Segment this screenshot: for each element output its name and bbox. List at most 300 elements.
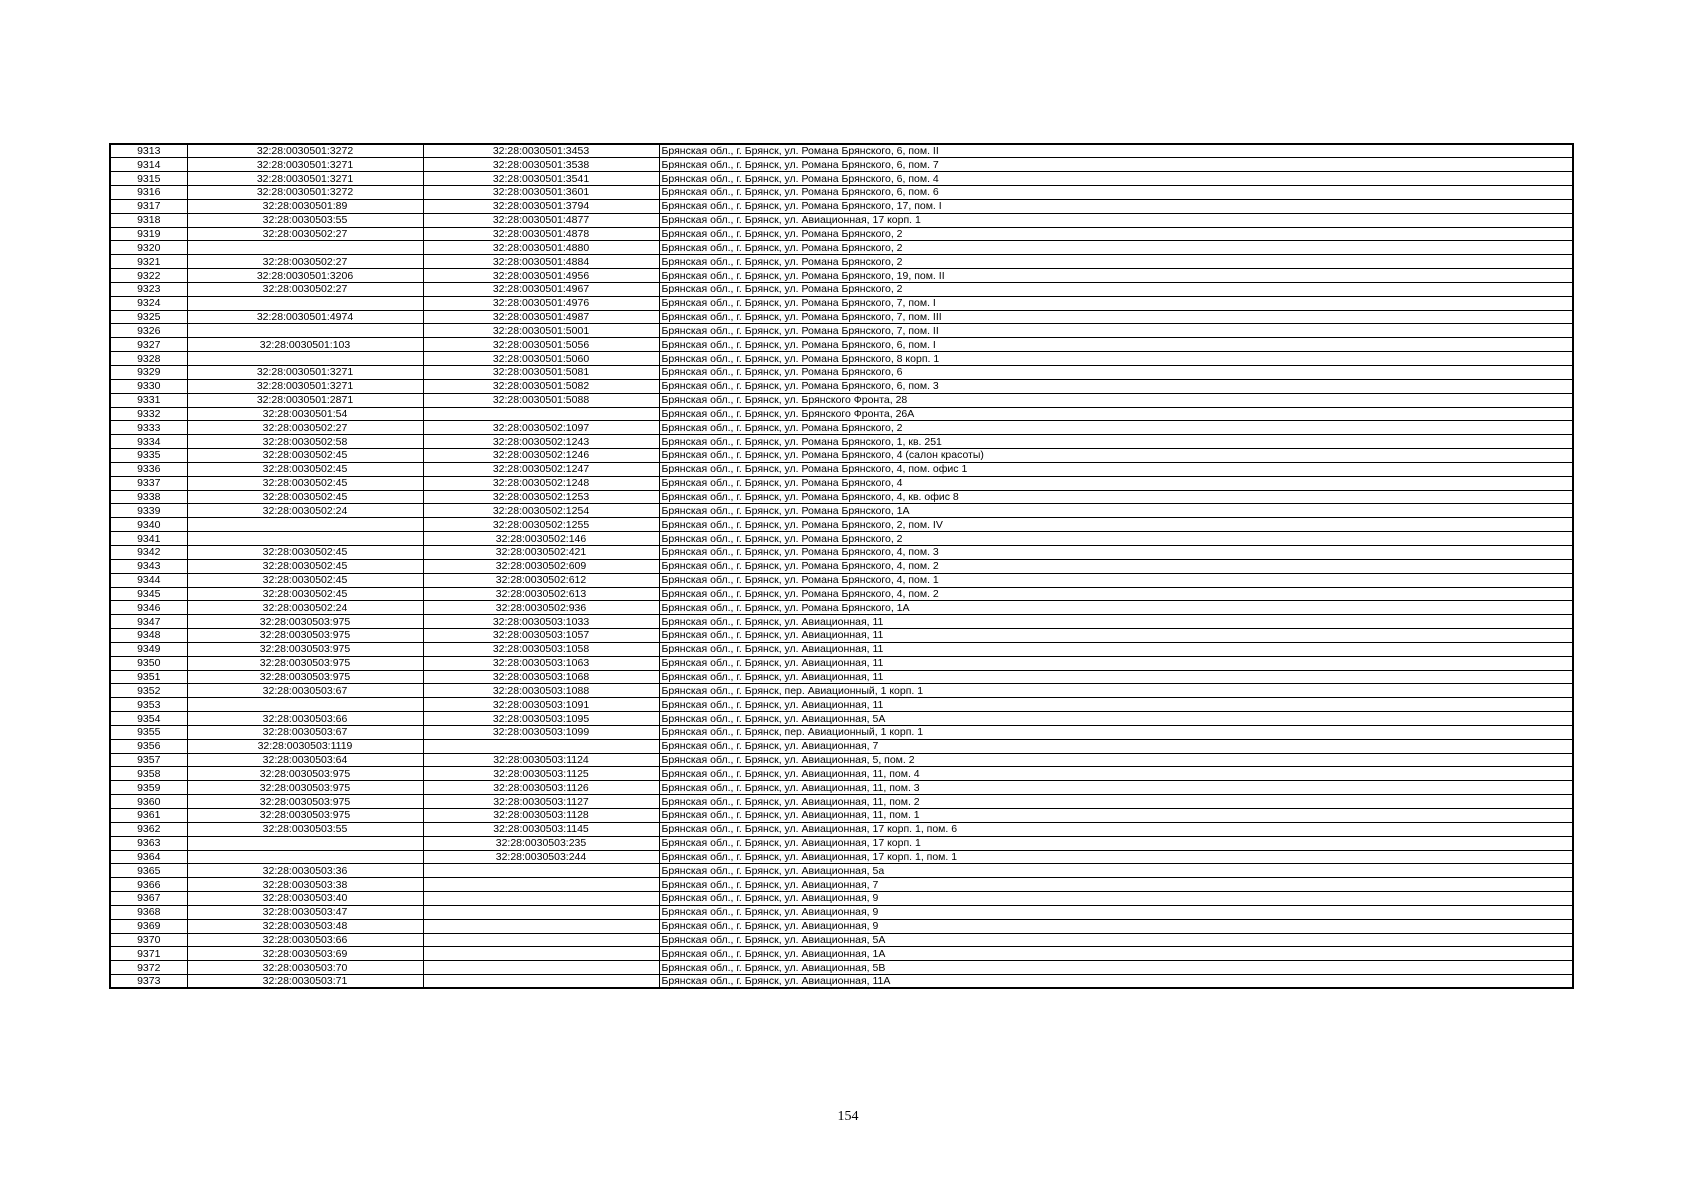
table-row (110, 366, 1573, 380)
address-cell: Брянская обл., г. Брянск, пер. Авиационный, 1 корп. 1 (659, 725, 1573, 739)
parcel-number-cell: 32:28:0030501:3271 (187, 158, 423, 172)
row-number-cell: 9322 (110, 269, 187, 283)
row-number-cell: 9349 (110, 642, 187, 656)
parcel-number-cell: 32:28:0030501:89 (187, 199, 423, 213)
parcel-number-cell: 32:28:0030503:975 (187, 795, 423, 809)
object-number-cell (423, 947, 659, 961)
object-number-cell: 32:28:0030502:1243 (423, 435, 659, 449)
address-cell: Брянская обл., г. Брянск, ул. Авиационная, 17 корп. 1, пом. 1 (659, 850, 1573, 864)
table-row (110, 532, 1573, 546)
table-row (110, 504, 1573, 518)
parcel-number-cell: 32:28:0030502:45 (187, 476, 423, 490)
address-cell: Брянская обл., г. Брянск, ул. Романа Брянского, 6, пом. II (659, 144, 1573, 158)
object-number-cell: 32:28:0030501:4884 (423, 255, 659, 269)
table-row (110, 421, 1573, 435)
object-number-cell (423, 975, 659, 989)
address-cell: Брянская обл., г. Брянск, ул. Романа Брянского, 6, пом. 7 (659, 158, 1573, 172)
table-row (110, 449, 1573, 463)
table-row (110, 642, 1573, 656)
object-number-cell: 32:28:0030501:4967 (423, 282, 659, 296)
address-cell: Брянская обл., г. Брянск, ул. Романа Брянского, 6 (659, 366, 1573, 380)
table-row (110, 573, 1573, 587)
address-cell: Брянская обл., г. Брянск, ул. Авиационная, 11 (659, 670, 1573, 684)
parcel-number-cell: 32:28:0030503:975 (187, 656, 423, 670)
object-number-cell: 32:28:0030502:1254 (423, 504, 659, 518)
object-number-cell: 32:28:0030503:1088 (423, 684, 659, 698)
table-row (110, 712, 1573, 726)
table-row (110, 379, 1573, 393)
row-number-cell: 9347 (110, 615, 187, 629)
address-cell: Брянская обл., г. Брянск, ул. Авиационная, 17 корп. 1 (659, 213, 1573, 227)
object-number-cell: 32:28:0030501:5082 (423, 379, 659, 393)
table-row (110, 905, 1573, 919)
row-number-cell: 9324 (110, 296, 187, 310)
address-cell: Брянская обл., г. Брянск, ул. Авиационная, 5В (659, 961, 1573, 975)
table-row (110, 795, 1573, 809)
address-cell: Брянская обл., г. Брянск, ул. Романа Брянского, 4, пом. 2 (659, 559, 1573, 573)
table-row (110, 919, 1573, 933)
address-cell: Брянская обл., г. Брянск, ул. Романа Брянского, 4, кв. офис 8 (659, 490, 1573, 504)
row-number-cell: 9338 (110, 490, 187, 504)
table-row (110, 933, 1573, 947)
row-number-cell: 9353 (110, 698, 187, 712)
row-number-cell: 9316 (110, 186, 187, 200)
object-number-cell: 32:28:0030502:421 (423, 545, 659, 559)
object-number-cell: 32:28:0030501:4956 (423, 269, 659, 283)
row-number-cell: 9334 (110, 435, 187, 449)
parcel-number-cell (187, 518, 423, 532)
table-row (110, 227, 1573, 241)
address-cell: Брянская обл., г. Брянск, ул. Авиационная, 5, пом. 2 (659, 753, 1573, 767)
object-number-cell: 32:28:0030503:1128 (423, 809, 659, 823)
row-number-cell: 9369 (110, 919, 187, 933)
parcel-number-cell: 32:28:0030502:27 (187, 255, 423, 269)
table-row (110, 725, 1573, 739)
object-number-cell: 32:28:0030501:4987 (423, 310, 659, 324)
object-number-cell: 32:28:0030503:1033 (423, 615, 659, 629)
parcel-number-cell: 32:28:0030501:3272 (187, 144, 423, 158)
row-number-cell: 9321 (110, 255, 187, 269)
object-number-cell (423, 919, 659, 933)
table-row (110, 684, 1573, 698)
parcel-number-cell: 32:28:0030502:45 (187, 490, 423, 504)
table-row (110, 490, 1573, 504)
address-cell: Брянская обл., г. Брянск, ул. Романа Брянского, 4, пом. офис 1 (659, 462, 1573, 476)
row-number-cell: 9318 (110, 213, 187, 227)
object-number-cell: 32:28:0030502:1248 (423, 476, 659, 490)
object-number-cell: 32:28:0030503:1091 (423, 698, 659, 712)
parcel-number-cell: 32:28:0030503:975 (187, 629, 423, 643)
object-number-cell: 32:28:0030501:5088 (423, 393, 659, 407)
address-cell: Брянская обл., г. Брянск, ул. Авиационная, 1А (659, 947, 1573, 961)
object-number-cell: 32:28:0030503:1145 (423, 822, 659, 836)
parcel-number-cell: 32:28:0030503:975 (187, 670, 423, 684)
table-row (110, 767, 1573, 781)
parcel-number-cell: 32:28:0030501:3206 (187, 269, 423, 283)
address-cell: Брянская обл., г. Брянск, ул. Романа Брянского, 7, пом. III (659, 310, 1573, 324)
table-row (110, 407, 1573, 421)
table-row (110, 559, 1573, 573)
object-number-cell: 32:28:0030502:1097 (423, 421, 659, 435)
parcel-number-cell: 32:28:0030503:975 (187, 809, 423, 823)
parcel-number-cell: 32:28:0030502:27 (187, 421, 423, 435)
address-cell: Брянская обл., г. Брянск, ул. Романа Брянского, 6, пом. 6 (659, 186, 1573, 200)
object-number-cell (423, 933, 659, 947)
parcel-number-cell: 32:28:0030502:45 (187, 587, 423, 601)
row-number-cell: 9333 (110, 421, 187, 435)
object-number-cell: 32:28:0030503:1068 (423, 670, 659, 684)
object-number-cell: 32:28:0030503:1127 (423, 795, 659, 809)
table-row (110, 462, 1573, 476)
address-cell: Брянская обл., г. Брянск, ул. Романа Брянского, 2, пом. IV (659, 518, 1573, 532)
object-number-cell: 32:28:0030501:5001 (423, 324, 659, 338)
address-cell: Брянская обл., г. Брянск, ул. Авиационная, 9 (659, 905, 1573, 919)
table-row (110, 186, 1573, 200)
row-number-cell: 9342 (110, 545, 187, 559)
page-number: 154 (837, 1109, 859, 1124)
address-cell: Брянская обл., г. Брянск, пер. Авиационный, 1 корп. 1 (659, 684, 1573, 698)
row-number-cell: 9320 (110, 241, 187, 255)
parcel-number-cell: 32:28:0030501:3272 (187, 186, 423, 200)
parcel-number-cell: 32:28:0030502:45 (187, 462, 423, 476)
parcel-number-cell: 32:28:0030503:975 (187, 615, 423, 629)
parcel-number-cell: 32:28:0030502:45 (187, 573, 423, 587)
table-row (110, 601, 1573, 615)
address-cell: Брянская обл., г. Брянск, ул. Брянского Фронта, 28 (659, 393, 1573, 407)
row-number-cell: 9348 (110, 629, 187, 643)
table-row (110, 629, 1573, 643)
row-number-cell: 9344 (110, 573, 187, 587)
address-cell: Брянская обл., г. Брянск, ул. Романа Брянского, 2 (659, 227, 1573, 241)
address-cell: Брянская обл., г. Брянск, ул. Романа Брянского, 4, пом. 3 (659, 545, 1573, 559)
parcel-number-cell: 32:28:0030502:45 (187, 545, 423, 559)
parcel-number-cell: 32:28:0030503:55 (187, 213, 423, 227)
table-row (110, 656, 1573, 670)
row-number-cell: 9367 (110, 892, 187, 906)
row-number-cell: 9362 (110, 822, 187, 836)
parcel-number-cell: 32:28:0030501:54 (187, 407, 423, 421)
address-cell: Брянская обл., г. Брянск, ул. Авиационная, 11 (659, 615, 1573, 629)
parcel-number-cell: 32:28:0030502:24 (187, 504, 423, 518)
row-number-cell: 9360 (110, 795, 187, 809)
address-cell: Брянская обл., г. Брянск, ул. Авиационная, 11, пом. 2 (659, 795, 1573, 809)
object-number-cell: 32:28:0030502:146 (423, 532, 659, 546)
table-row (110, 324, 1573, 338)
row-number-cell: 9350 (110, 656, 187, 670)
parcel-number-cell: 32:28:0030502:45 (187, 559, 423, 573)
table-row (110, 850, 1573, 864)
address-cell: Брянская обл., г. Брянск, ул. Авиационная, 11 (659, 656, 1573, 670)
table-row (110, 393, 1573, 407)
table-row (110, 476, 1573, 490)
row-number-cell: 9313 (110, 144, 187, 158)
object-number-cell: 32:28:0030502:612 (423, 573, 659, 587)
table-row (110, 739, 1573, 753)
address-cell: Брянская обл., г. Брянск, ул. Романа Брянского, 7, пом. I (659, 296, 1573, 310)
row-number-cell: 9354 (110, 712, 187, 726)
parcel-number-cell: 32:28:0030503:69 (187, 947, 423, 961)
parcel-number-cell: 32:28:0030501:4974 (187, 310, 423, 324)
parcel-number-cell: 32:28:0030501:3271 (187, 379, 423, 393)
object-number-cell: 32:28:0030502:613 (423, 587, 659, 601)
table-row (110, 158, 1573, 172)
table-row (110, 144, 1573, 158)
row-number-cell: 9337 (110, 476, 187, 490)
object-number-cell: 32:28:0030502:936 (423, 601, 659, 615)
object-number-cell: 32:28:0030501:4878 (423, 227, 659, 241)
object-number-cell: 32:28:0030503:1063 (423, 656, 659, 670)
object-number-cell (423, 407, 659, 421)
table-row (110, 296, 1573, 310)
parcel-number-cell: 32:28:0030502:58 (187, 435, 423, 449)
parcel-number-cell: 32:28:0030503:975 (187, 767, 423, 781)
parcel-number-cell: 32:28:0030502:27 (187, 282, 423, 296)
object-number-cell: 32:28:0030503:1126 (423, 781, 659, 795)
address-cell: Брянская обл., г. Брянск, ул. Романа Брянского, 8 корп. 1 (659, 352, 1573, 366)
row-number-cell: 9364 (110, 850, 187, 864)
object-number-cell: 32:28:0030503:244 (423, 850, 659, 864)
parcel-number-cell (187, 324, 423, 338)
parcel-number-cell: 32:28:0030503:975 (187, 781, 423, 795)
table-row (110, 822, 1573, 836)
parcel-number-cell: 32:28:0030503:67 (187, 725, 423, 739)
row-number-cell: 9373 (110, 975, 187, 989)
table-row (110, 172, 1573, 186)
address-cell: Брянская обл., г. Брянск, ул. Романа Брянского, 1А (659, 504, 1573, 518)
parcel-number-cell (187, 532, 423, 546)
parcel-number-cell: 32:28:0030503:66 (187, 933, 423, 947)
parcel-number-cell (187, 836, 423, 850)
object-number-cell: 32:28:0030501:3601 (423, 186, 659, 200)
address-cell: Брянская обл., г. Брянск, ул. Авиационная, 7 (659, 878, 1573, 892)
address-cell: Брянская обл., г. Брянск, ул. Авиационная, 17 корп. 1, пом. 6 (659, 822, 1573, 836)
address-cell: Брянская обл., г. Брянск, ул. Авиационная, 11, пом. 3 (659, 781, 1573, 795)
address-cell: Брянская обл., г. Брянск, ул. Романа Брянского, 4 (659, 476, 1573, 490)
row-number-cell: 9355 (110, 725, 187, 739)
row-number-cell: 9335 (110, 449, 187, 463)
address-cell: Брянская обл., г. Брянск, ул. Романа Брянского, 4, пом. 2 (659, 587, 1573, 601)
object-number-cell: 32:28:0030503:1058 (423, 642, 659, 656)
address-cell: Брянская обл., г. Брянск, ул. Авиационная, 5А (659, 933, 1573, 947)
object-number-cell: 32:28:0030501:4880 (423, 241, 659, 255)
table-row (110, 352, 1573, 366)
row-number-cell: 9314 (110, 158, 187, 172)
row-number-cell: 9330 (110, 379, 187, 393)
address-cell: Брянская обл., г. Брянск, ул. Брянского Фронта, 26А (659, 407, 1573, 421)
table-row (110, 199, 1573, 213)
registry-table (109, 143, 1574, 989)
parcel-number-cell: 32:28:0030503:55 (187, 822, 423, 836)
address-cell: Брянская обл., г. Брянск, ул. Романа Брянского, 7, пом. II (659, 324, 1573, 338)
parcel-number-cell: 32:28:0030503:38 (187, 878, 423, 892)
parcel-number-cell: 32:28:0030503:67 (187, 684, 423, 698)
address-cell: Брянская обл., г. Брянск, ул. Романа Брянского, 1, кв. 251 (659, 435, 1573, 449)
parcel-number-cell: 32:28:0030501:103 (187, 338, 423, 352)
table-row (110, 310, 1573, 324)
parcel-number-cell (187, 698, 423, 712)
address-cell: Брянская обл., г. Брянск, ул. Авиационная, 11, пом. 4 (659, 767, 1573, 781)
row-number-cell: 9343 (110, 559, 187, 573)
table-row (110, 698, 1573, 712)
parcel-number-cell: 32:28:0030501:3271 (187, 366, 423, 380)
object-number-cell: 32:28:0030502:1253 (423, 490, 659, 504)
row-number-cell: 9357 (110, 753, 187, 767)
parcel-number-cell (187, 352, 423, 366)
address-cell: Брянская обл., г. Брянск, ул. Авиационная, 9 (659, 892, 1573, 906)
row-number-cell: 9371 (110, 947, 187, 961)
object-number-cell: 32:28:0030501:4976 (423, 296, 659, 310)
row-number-cell: 9356 (110, 739, 187, 753)
table-row (110, 615, 1573, 629)
address-cell: Брянская обл., г. Брянск, ул. Романа Брянского, 6, пом. 3 (659, 379, 1573, 393)
table-row (110, 809, 1573, 823)
parcel-number-cell: 32:28:0030503:64 (187, 753, 423, 767)
table-row (110, 518, 1573, 532)
row-number-cell: 9368 (110, 905, 187, 919)
parcel-number-cell: 32:28:0030503:36 (187, 864, 423, 878)
address-cell: Брянская обл., г. Брянск, ул. Романа Брянского, 6, пом. 4 (659, 172, 1573, 186)
table-row (110, 255, 1573, 269)
address-cell: Брянская обл., г. Брянск, ул. Романа Брянского, 19, пом. II (659, 269, 1573, 283)
row-number-cell: 9315 (110, 172, 187, 186)
row-number-cell: 9372 (110, 961, 187, 975)
object-number-cell: 32:28:0030502:609 (423, 559, 659, 573)
parcel-number-cell (187, 241, 423, 255)
parcel-number-cell: 32:28:0030503:71 (187, 975, 423, 989)
table-row (110, 213, 1573, 227)
row-number-cell: 9341 (110, 532, 187, 546)
object-number-cell (423, 961, 659, 975)
parcel-number-cell: 32:28:0030503:70 (187, 961, 423, 975)
address-cell: Брянская обл., г. Брянск, ул. Авиационная, 11, пом. 1 (659, 809, 1573, 823)
row-number-cell: 9325 (110, 310, 187, 324)
table-row (110, 435, 1573, 449)
address-cell: Брянская обл., г. Брянск, ул. Авиационная, 9 (659, 919, 1573, 933)
object-number-cell (423, 892, 659, 906)
row-number-cell: 9363 (110, 836, 187, 850)
address-cell: Брянская обл., г. Брянск, ул. Романа Брянского, 2 (659, 532, 1573, 546)
address-cell: Брянская обл., г. Брянск, ул. Романа Брянского, 2 (659, 421, 1573, 435)
table-row (110, 878, 1573, 892)
address-cell: Брянская обл., г. Брянск, ул. Авиационная, 5А (659, 712, 1573, 726)
table-row (110, 670, 1573, 684)
object-number-cell: 32:28:0030501:5056 (423, 338, 659, 352)
row-number-cell: 9328 (110, 352, 187, 366)
parcel-number-cell (187, 296, 423, 310)
parcel-number-cell: 32:28:0030502:24 (187, 601, 423, 615)
object-number-cell: 32:28:0030501:5060 (423, 352, 659, 366)
address-cell: Брянская обл., г. Брянск, ул. Авиационная, 5а (659, 864, 1573, 878)
row-number-cell: 9370 (110, 933, 187, 947)
address-cell: Брянская обл., г. Брянск, ул. Авиационная, 11 (659, 629, 1573, 643)
address-cell: Брянская обл., г. Брянск, ул. Романа Брянского, 4, пом. 1 (659, 573, 1573, 587)
parcel-number-cell: 32:28:0030503:1119 (187, 739, 423, 753)
row-number-cell: 9339 (110, 504, 187, 518)
parcel-number-cell: 32:28:0030503:975 (187, 642, 423, 656)
address-cell: Брянская обл., г. Брянск, ул. Авиационная, 17 корп. 1 (659, 836, 1573, 850)
row-number-cell: 9358 (110, 767, 187, 781)
table-row (110, 864, 1573, 878)
row-number-cell: 9332 (110, 407, 187, 421)
object-number-cell: 32:28:0030503:1124 (423, 753, 659, 767)
object-number-cell: 32:28:0030501:3538 (423, 158, 659, 172)
table-row (110, 947, 1573, 961)
object-number-cell: 32:28:0030502:1246 (423, 449, 659, 463)
object-number-cell: 32:28:0030501:4877 (423, 213, 659, 227)
row-number-cell: 9326 (110, 324, 187, 338)
parcel-number-cell: 32:28:0030503:47 (187, 905, 423, 919)
row-number-cell: 9352 (110, 684, 187, 698)
row-number-cell: 9361 (110, 809, 187, 823)
address-cell: Брянская обл., г. Брянск, ул. Авиационная, 11 (659, 642, 1573, 656)
row-number-cell: 9331 (110, 393, 187, 407)
object-number-cell (423, 864, 659, 878)
object-number-cell: 32:28:0030503:1057 (423, 629, 659, 643)
address-cell: Брянская обл., г. Брянск, ул. Романа Брянского, 17, пом. I (659, 199, 1573, 213)
row-number-cell: 9327 (110, 338, 187, 352)
parcel-number-cell: 32:28:0030503:40 (187, 892, 423, 906)
table-row (110, 282, 1573, 296)
address-cell: Брянская обл., г. Брянск, ул. Романа Брянского, 2 (659, 255, 1573, 269)
object-number-cell (423, 878, 659, 892)
row-number-cell: 9319 (110, 227, 187, 241)
table-row (110, 545, 1573, 559)
row-number-cell: 9340 (110, 518, 187, 532)
table-row (110, 961, 1573, 975)
table-row (110, 975, 1573, 989)
table-row (110, 753, 1573, 767)
table-row (110, 241, 1573, 255)
row-number-cell: 9336 (110, 462, 187, 476)
table-row (110, 892, 1573, 906)
row-number-cell: 9359 (110, 781, 187, 795)
object-number-cell (423, 739, 659, 753)
row-number-cell: 9366 (110, 878, 187, 892)
address-cell: Брянская обл., г. Брянск, ул. Авиационная, 7 (659, 739, 1573, 753)
parcel-number-cell: 32:28:0030501:2871 (187, 393, 423, 407)
address-cell: Брянская обл., г. Брянск, ул. Романа Брянского, 2 (659, 282, 1573, 296)
object-number-cell: 32:28:0030501:5081 (423, 366, 659, 380)
table-row (110, 587, 1573, 601)
parcel-number-cell: 32:28:0030502:27 (187, 227, 423, 241)
address-cell: Брянская обл., г. Брянск, ул. Романа Брянского, 1А (659, 601, 1573, 615)
parcel-number-cell: 32:28:0030501:3271 (187, 172, 423, 186)
parcel-number-cell: 32:28:0030503:66 (187, 712, 423, 726)
address-cell: Брянская обл., г. Брянск, ул. Авиационная, 11А (659, 975, 1573, 989)
address-cell: Брянская обл., г. Брянск, ул. Романа Брянского, 6, пом. I (659, 338, 1573, 352)
object-number-cell: 32:28:0030503:1099 (423, 725, 659, 739)
address-cell: Брянская обл., г. Брянск, ул. Романа Брянского, 2 (659, 241, 1573, 255)
parcel-number-cell: 32:28:0030502:45 (187, 449, 423, 463)
object-number-cell: 32:28:0030502:1247 (423, 462, 659, 476)
table-row (110, 836, 1573, 850)
table-row (110, 269, 1573, 283)
row-number-cell: 9365 (110, 864, 187, 878)
object-number-cell: 32:28:0030502:1255 (423, 518, 659, 532)
row-number-cell: 9346 (110, 601, 187, 615)
object-number-cell: 32:28:0030501:3541 (423, 172, 659, 186)
table-row (110, 781, 1573, 795)
object-number-cell (423, 905, 659, 919)
address-cell: Брянская обл., г. Брянск, ул. Романа Брянского, 4 (салон красоты) (659, 449, 1573, 463)
object-number-cell: 32:28:0030503:1125 (423, 767, 659, 781)
parcel-number-cell (187, 850, 423, 864)
object-number-cell: 32:28:0030501:3453 (423, 144, 659, 158)
row-number-cell: 9329 (110, 366, 187, 380)
row-number-cell: 9323 (110, 282, 187, 296)
row-number-cell: 9317 (110, 199, 187, 213)
row-number-cell: 9345 (110, 587, 187, 601)
